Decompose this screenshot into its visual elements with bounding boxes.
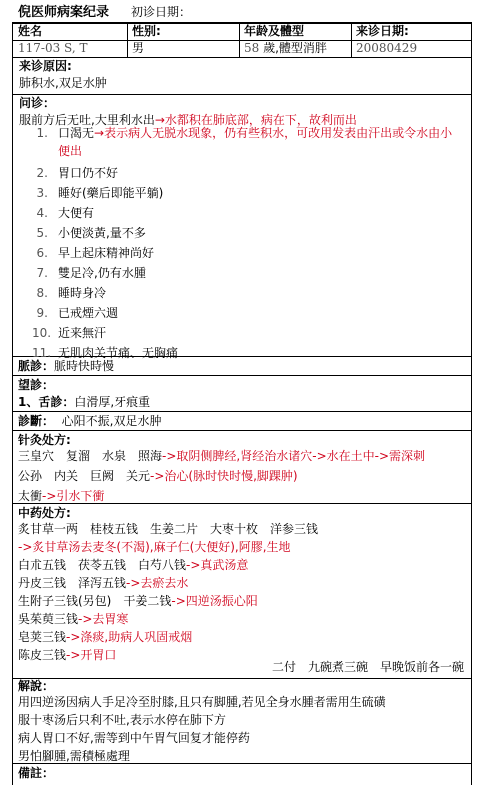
explanation-line: 服十枣汤后只利不吐,表示水停在肺下方 [18, 713, 226, 727]
explanation-label: 解說： [18, 679, 55, 693]
rule-diagnosis [13, 430, 471, 431]
medical-record-page [12, 0, 472, 785]
inquiry-item: 4. 大便有 [36, 206, 95, 220]
diagnosis-row [18, 412, 161, 430]
inspection-label: 望診： [18, 378, 55, 392]
col-divider-2 [239, 22, 240, 57]
tongue-label: 1、舌診： [18, 395, 75, 409]
inquiry-item: 11. 无肌肉关节痛、无胸痛 [32, 346, 179, 360]
rule-pulse [13, 375, 471, 376]
acupuncture-lines [18, 446, 425, 506]
inquiry-item: 7. 雙足冷,仍有水腫 [36, 266, 146, 280]
herb-line: 白朮五钱 茯苓五钱 白芍八钱->真武汤意 [18, 558, 249, 572]
notes-label: 備註： [18, 766, 55, 780]
herb-line: 炙甘草一两 桂枝五钱 生姜二片 大枣十枚 洋参三钱 [18, 522, 319, 536]
inquiry-item: 1. 口渴无→表示病人无脱水现象，仍有些积水，可改用发表由汗出或令水由小便出 [36, 126, 453, 158]
inquiry-item: 3. 睡好(藥后即能平躺) [36, 186, 164, 200]
explanation-line: 病人胃口不好,需等到中午胃气回复才能停药 [18, 731, 250, 745]
patient-age-body [244, 40, 327, 56]
col-divider-3 [351, 22, 352, 57]
acupuncture-line: 公孙 内关 巨阙 关元->治心(脉时快时慢,脚踝肿) [18, 469, 298, 483]
inquiry-intro-text: 服前方后无吐,大里利水出 [19, 113, 155, 127]
reason-text: 肺积水,双足水肿 [19, 76, 107, 90]
acupuncture-label: 针灸处方: [18, 433, 71, 447]
tongue-text: 白滑厚,牙痕重 [74, 395, 151, 409]
acupuncture-line: 三皇穴 复溜 水泉 照海->取阴侧脾经,肾经治水诸穴->水在土中->需深刺 [18, 449, 426, 463]
inquiry-item: 2. 胃口仍不好 [36, 166, 119, 180]
herbs-label: 中药处方: [18, 506, 71, 520]
herbs-lines [18, 520, 318, 664]
herb-line: 生附子三钱(另包) 干姜二钱->四逆汤振心阳 [18, 594, 258, 608]
record-title-row [18, 4, 191, 21]
patient-body-type: 歲,體型消胖 [263, 41, 327, 55]
inquiry-item: 6. 早上起床精神尚好 [36, 246, 155, 260]
patient-sex: 男 [132, 41, 145, 55]
reason-label: 来诊原因: [19, 59, 72, 73]
arrow-icon: → [154, 113, 165, 127]
herbs-dosage: 二付 九碗煮三碗 早晚饭前各一碗 [271, 660, 464, 674]
inquiry-item: 8. 睡時身冷 [36, 286, 107, 300]
pulse-label: 脈診： [18, 359, 55, 373]
explanation-line: 用四逆汤因病人手足冷至肘膝,且只有脚腫,若见全身水腫者需用生硫磺 [18, 695, 386, 709]
header-age-body: 年龄及體型 [244, 24, 305, 38]
arrow-icon: → [94, 126, 105, 140]
patient-name: 117-03 S, T [18, 41, 88, 55]
rule-reason [13, 94, 471, 95]
col-divider-1 [127, 22, 128, 57]
inquiry-list [32, 124, 457, 363]
inquiry-intro-note: 水都积在肺底部，病在下，故利而出 [164, 113, 357, 127]
pulse-row [18, 357, 114, 375]
inquiry-item-note: 表示病人无脱水现象，仍有些积水，可改用发表由汗出或令水由小便出 [58, 126, 453, 158]
diagnosis-text: 心阳不振,双足水肿 [61, 414, 162, 428]
herb-line: 皂荚三钱->涤痰,助病人巩固戒烟 [18, 630, 193, 644]
inquiry-item: 9. 已戒煙六週 [36, 306, 119, 320]
herb-note-line: ->炙甘草汤去麦冬(不渴),麻子仁(大便好),阿膠,生地 [18, 540, 291, 554]
herb-line: 丹皮三钱 泽泻五钱->去瘀去水 [18, 576, 189, 590]
patient-age: 58 [244, 41, 260, 55]
header-name: 姓名 [18, 24, 43, 38]
herb-line: 吳茱萸三钱->去胃寒 [18, 612, 129, 626]
herb-line: 陈皮三钱->开胃口 [18, 648, 117, 662]
acupuncture-line: 太衝->引水下衝 [18, 489, 105, 503]
pulse-text: 脈時快時慢 [54, 359, 115, 373]
inquiry-item: 5. 小便淡黃,量不多 [36, 226, 146, 240]
tongue-row [18, 393, 150, 411]
inquiry-item: 10. 近来無汗 [32, 326, 107, 340]
patient-visit-date: 20080429 [356, 41, 418, 55]
rule-patient [13, 57, 471, 58]
inquiry-label: 问诊： [19, 96, 56, 110]
header-sex: 性别: [132, 24, 161, 38]
diagnosis-label: 診斷： [18, 414, 55, 428]
header-visit-date: 来诊日期: [356, 24, 409, 38]
first-visit-label: 初诊日期： [131, 5, 192, 19]
rule-herbs [13, 678, 471, 679]
record-title: 倪医师病案纪录 [18, 5, 110, 20]
explanation-line: 男怕腳腫,需積極處理 [18, 749, 130, 763]
explanation-lines [18, 693, 386, 765]
